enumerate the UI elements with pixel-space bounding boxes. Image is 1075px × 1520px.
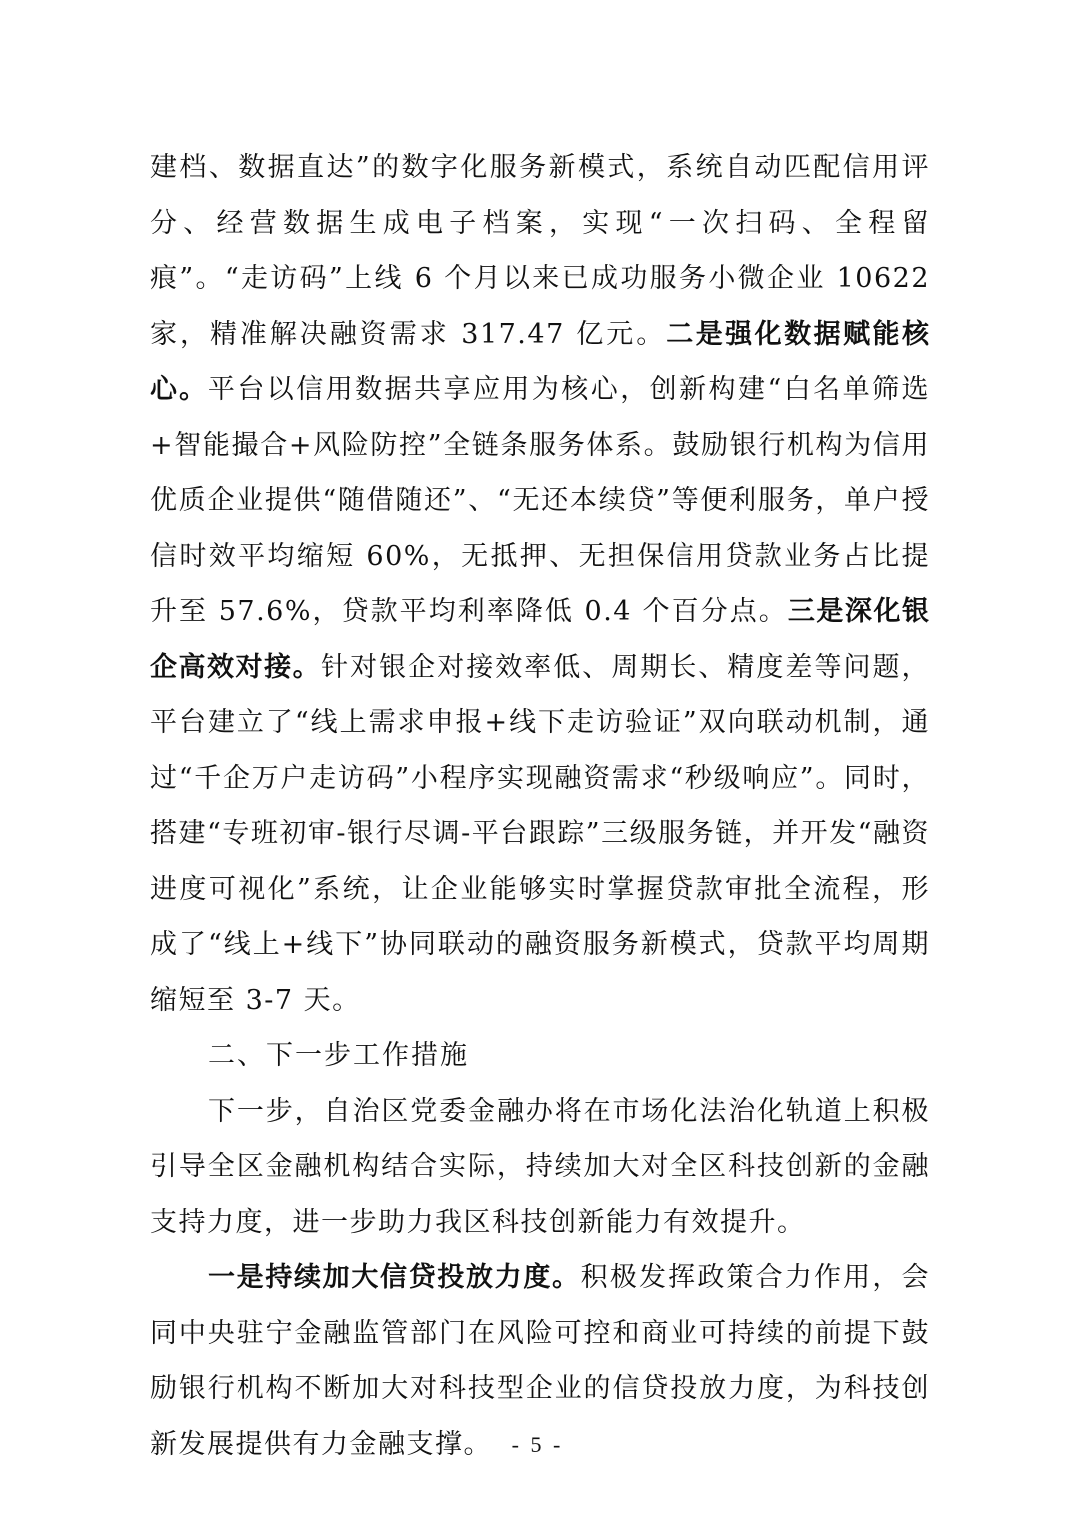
document-body <box>150 140 930 1472</box>
paragraph-text: 平台以信用数据共享应用为核心，创新构建“白名单筛选+智能撮合+风险防控”全链条服务体系。鼓励银行机构为信用优质企业提供“随借随还”、“无还本续贷”等便利服务，单户授信时效平均缩短 60%，无抵押、无担保信用贷款业务占比提升至 57.6%，贷款平均利率降低 0.4 个百分点。 <box>150 374 930 627</box>
bold-lead-data-empowerment: 二是强化数据赋能核心。 <box>150 318 931 405</box>
bold-lead-bank-enterprise: 三是深化银企高效对接。 <box>150 596 930 683</box>
section-heading: 二、下一步工作措施 <box>208 1040 469 1071</box>
paragraph-continued <box>150 140 930 1028</box>
paragraph-text: 针对银企对接效率低、周期长、精度差等问题，平台建立了“线上需求申报+线下走访验证”双向联动机制，通过“千企万户走访码”小程序实现融资需求“秒级响应”。同时，搭建“专班初审-银行尽调-平台跟踪”三级服务链，并开发“融资进度可视化”系统，让企业能够实时掌握贷款审批全流程，形成了“线上+线下”协同联动的融资服务新模式，贷款平均周期缩短至 3-7 天。 <box>150 651 931 1016</box>
page-number: - 5 - <box>511 1432 564 1457</box>
paragraph-text: 建档、数据直达”的数字化服务新模式，系统自动匹配信用评分、经营数据生成电子档案，实现“一次扫码、全程留痕”。“走访码”上线 6 个月以来已成功服务小微企业 10622 家，精准解决融资需求 317.47 亿元。 <box>150 152 930 350</box>
paragraph-text: 积极发挥政策合力作用，会同中央驻宁金融监管部门在风险可控和商业可持续的前提下鼓励银行机构不断加大对科技型企业的信贷投放力度，为科技创新发展提供有力金融支撑。 <box>150 1262 931 1460</box>
bold-lead-credit: 一是持续加大信贷投放力度。 <box>208 1262 581 1293</box>
paragraph-next-steps: 下一步，自治区党委金融办将在市场化法治化轨道上积极引导全区金融机构结合实际，持续加大对全区科技创新的金融支持力度，进一步助力我区科技创新能力有效提升。 <box>150 1095 930 1238</box>
